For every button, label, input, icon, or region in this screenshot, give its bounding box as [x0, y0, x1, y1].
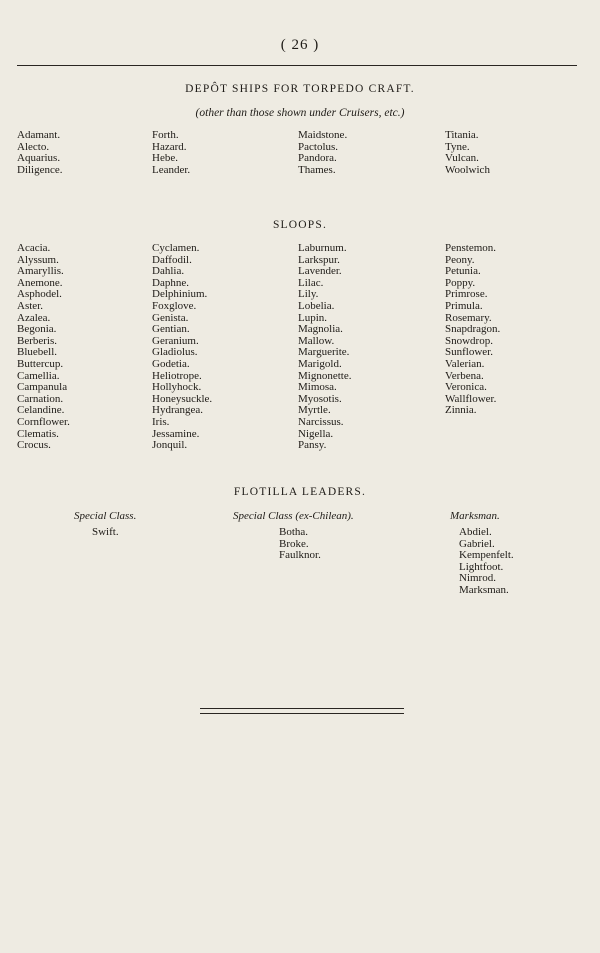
- ship-name: Verbena.: [445, 369, 484, 382]
- ship-name: Godetia.: [152, 357, 190, 370]
- ex-chilean-heading: Special Class (ex-Chilean).: [233, 510, 354, 522]
- ship-name: Forth.: [152, 129, 179, 141]
- ship-name: Begonia.: [17, 323, 57, 336]
- ship-name: Pactolus.: [298, 140, 339, 153]
- ship-name: Acacia.: [17, 242, 51, 254]
- ship-name: Primrose.: [445, 288, 488, 301]
- ship-name: Titania.: [445, 129, 479, 141]
- special-class-heading: Special Class.: [74, 510, 137, 522]
- ship-name: Adamant.: [17, 129, 61, 141]
- depot-column-3: [298, 130, 347, 176]
- ship-name: Botha.: [279, 526, 309, 538]
- ship-name: Kempenfelt.: [459, 549, 514, 562]
- ship-name: Buttercup.: [17, 357, 64, 370]
- ship-name: Marksman.: [459, 583, 509, 596]
- ship-name: Marigold.: [298, 357, 342, 370]
- end-double-rule: [200, 708, 404, 714]
- ship-name: Daphne.: [152, 276, 189, 289]
- ship-name: Geranium.: [152, 334, 199, 347]
- ship-name: Hazard.: [152, 140, 187, 153]
- ship-name: Nigella.: [298, 427, 334, 440]
- ship-name: Hebe.: [152, 152, 178, 165]
- ship-name: Faulknor.: [279, 549, 321, 562]
- ship-name: Berberis.: [17, 334, 58, 347]
- ship-name: Rosemary.: [445, 311, 492, 324]
- ship-name: Lightfoot.: [459, 560, 504, 573]
- ship-name: Heliotrope.: [152, 369, 202, 382]
- ship-name: Veronica.: [445, 381, 487, 394]
- ship-name: Clematis.: [17, 427, 59, 440]
- ship-name: Alyssum.: [17, 253, 59, 266]
- ship-name: Woolwich: [445, 163, 490, 176]
- depot-ships-title: DEPÔT SHIPS FOR TORPEDO CRAFT.: [185, 83, 415, 95]
- ship-name: Tyne.: [445, 140, 470, 153]
- sloops-title: SLOOPS.: [272, 219, 328, 231]
- ship-name: Anemone.: [17, 276, 63, 289]
- ship-name: Pandora.: [298, 152, 337, 165]
- ship-name: Foxglove.: [152, 299, 197, 312]
- header-rule: [17, 65, 577, 66]
- ship-name: Lavender.: [298, 265, 342, 278]
- page-number: ( 26 ): [280, 37, 320, 53]
- ship-name: Cornflower.: [17, 415, 70, 428]
- ship-name: Crocus.: [17, 439, 51, 452]
- marksman-class-heading: Marksman.: [450, 510, 500, 522]
- ship-name: Genista.: [152, 311, 189, 324]
- sloops-column-4: [445, 243, 500, 417]
- ship-name: Valerian.: [445, 357, 485, 370]
- ship-name: Vulcan.: [445, 152, 479, 165]
- ship-name: Maidstone.: [298, 129, 348, 141]
- ship-name: Aquarius.: [17, 152, 61, 165]
- ship-name: Alecto.: [17, 140, 50, 153]
- ship-name: Jonquil.: [152, 439, 188, 452]
- ship-name: Asphodel.: [17, 288, 62, 301]
- ship-name: Narcissus.: [298, 415, 344, 428]
- ship-name: Hydrangea.: [152, 404, 204, 417]
- ship-name: Swift.: [92, 526, 119, 538]
- depot-ships-subtitle: (other than those shown under Cruisers, etc.): [195, 107, 405, 119]
- ship-name: Campanula: [17, 381, 68, 394]
- ship-name: Sunflower.: [445, 346, 493, 359]
- ship-name: Thames.: [298, 163, 336, 176]
- ship-name: Diligence.: [17, 163, 63, 176]
- ship-name: Penstemon.: [445, 242, 497, 254]
- ex-chilean-list: [279, 527, 321, 562]
- ship-name: Gladiolus.: [152, 346, 198, 359]
- ship-name: Abdiel.: [459, 526, 492, 538]
- ship-name: Azalea.: [17, 311, 51, 324]
- ship-name: Lupin.: [298, 311, 328, 324]
- ship-name: Magnolia.: [298, 323, 343, 336]
- ship-name: Poppy.: [445, 276, 476, 289]
- depot-column-1: [17, 130, 63, 176]
- ship-name: Aster.: [17, 299, 43, 312]
- ship-name: Jessamine.: [152, 427, 200, 440]
- ship-name: Carnation.: [17, 392, 64, 405]
- ship-name: Petunia.: [445, 265, 481, 278]
- sloops-column-1: [17, 243, 70, 452]
- ship-name: Mignonette.: [298, 369, 352, 382]
- depot-column-2: [152, 130, 190, 176]
- ship-name: Snowdrop.: [445, 334, 493, 347]
- ship-name: Mimosa.: [298, 381, 337, 394]
- ship-name: Snapdragon.: [445, 323, 501, 336]
- ship-name: Amaryllis.: [17, 265, 64, 278]
- ship-name: Laburnum.: [298, 242, 347, 254]
- depot-column-4: [445, 130, 490, 176]
- sloops-column-3: [298, 243, 351, 452]
- ship-name: Larkspur.: [298, 253, 340, 266]
- ship-name: Hollyhock.: [152, 381, 202, 394]
- ship-name: Lobelia.: [298, 299, 335, 312]
- ship-name: Dahlia.: [152, 265, 185, 278]
- ship-name: Myrtle.: [298, 404, 331, 417]
- ship-name: Camellia.: [17, 369, 60, 382]
- ship-name: Celandine.: [17, 404, 65, 417]
- special-class-list: [92, 527, 119, 539]
- sloops-column-2: [152, 243, 212, 452]
- ship-name: Cyclamen.: [152, 242, 200, 254]
- ship-name: Gabriel.: [459, 537, 495, 550]
- ship-name: Marguerite.: [298, 346, 350, 359]
- ship-name: Pansy.: [298, 439, 327, 452]
- ship-name: Nimrod.: [459, 572, 496, 585]
- ship-name: Wallflower.: [445, 392, 497, 405]
- ship-name: Leander.: [152, 163, 191, 176]
- ship-name: Iris.: [152, 415, 170, 428]
- ship-name: Lily.: [298, 288, 319, 301]
- marksman-class-list: [459, 527, 514, 597]
- ship-name: Peony.: [445, 253, 475, 266]
- ship-name: Myosotis.: [298, 392, 342, 405]
- ship-name: Bluebell.: [17, 346, 58, 359]
- ship-name: Mallow.: [298, 334, 335, 347]
- flotilla-leaders-title: FLOTILLA LEADERS.: [233, 486, 367, 498]
- ship-name: Primula.: [445, 299, 483, 312]
- ship-name: Zinnia.: [445, 404, 477, 417]
- ship-name: Broke.: [279, 537, 309, 550]
- ship-name: Lilac.: [298, 276, 324, 289]
- ship-name: Delphinium.: [152, 288, 208, 301]
- ship-name: Honeysuckle.: [152, 392, 213, 405]
- ship-name: Gentian.: [152, 323, 190, 336]
- ship-name: Daffodil.: [152, 253, 192, 266]
